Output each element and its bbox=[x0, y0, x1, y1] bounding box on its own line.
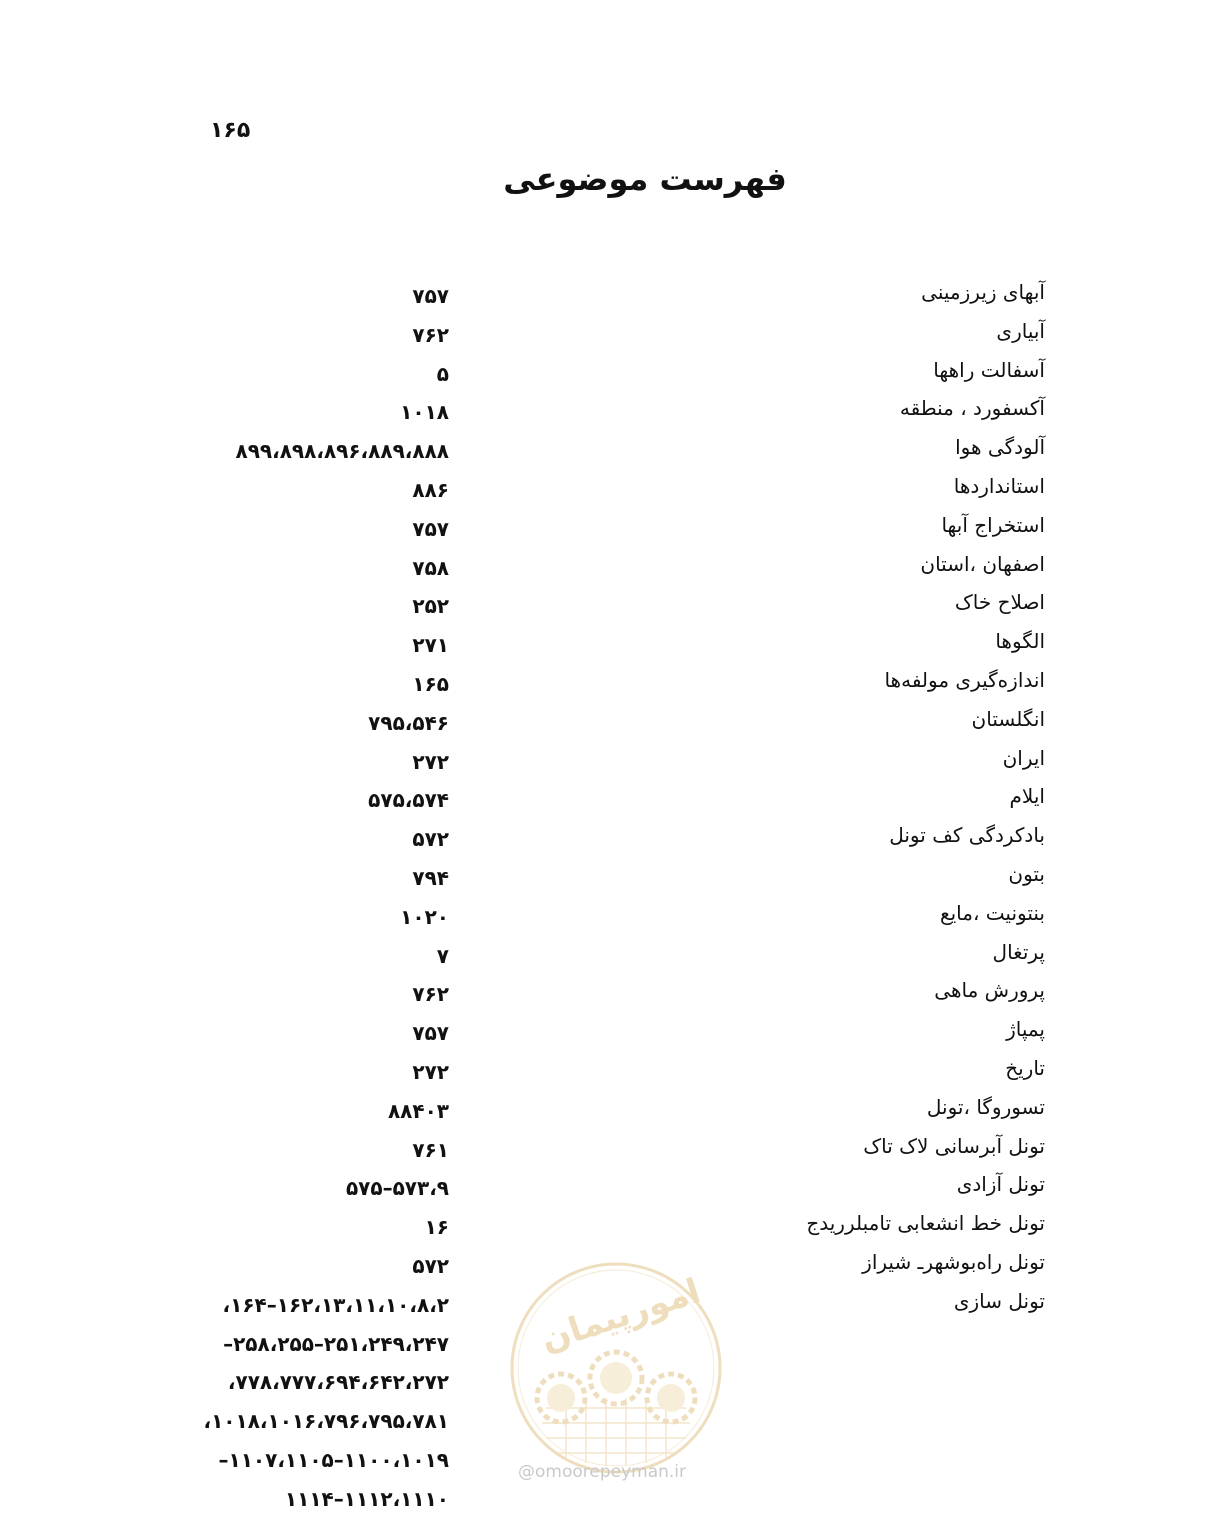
index-term: آبهای زیرزمینی bbox=[921, 280, 1045, 304]
index-page-reference: ۷۵۸ bbox=[412, 555, 449, 580]
index-term: استخراج آبها bbox=[941, 512, 1045, 537]
index-term: استانداردها bbox=[953, 473, 1045, 498]
index-page-reference: ۸۹۹،۸۹۸،۸۹۶،۸۸۹،۸۸۸ bbox=[235, 439, 449, 464]
watermark-logo bbox=[506, 1258, 726, 1478]
index-page-reference: ۲۷۱ bbox=[412, 633, 449, 658]
index-page-reference: –۲۵۸،۲۵۵–۲۵۱،۲۴۹،۲۴۷ bbox=[223, 1331, 449, 1356]
index-page-reference: ۵۷۵–۵۷۳،۹ bbox=[345, 1176, 449, 1201]
index-page-reference: ۷۶۲ bbox=[412, 322, 449, 347]
index-term: آلودگی هوا bbox=[955, 435, 1045, 460]
index-term: تاریخ bbox=[1005, 1055, 1045, 1080]
index-term: پرتغال bbox=[992, 939, 1045, 964]
index-page-reference: ۵ bbox=[436, 361, 449, 386]
index-term: ایلام bbox=[1009, 784, 1045, 809]
index-term: آکسفورد ، منطقه bbox=[899, 396, 1045, 421]
index-page-reference: ۷۵۷ bbox=[412, 1021, 449, 1046]
index-page-reference: ۷۵۷ bbox=[412, 516, 449, 541]
index-term: اصفهان ،استان bbox=[920, 551, 1045, 576]
index-term: بنتونیت ،مایع bbox=[939, 900, 1045, 925]
index-page-reference: ۷۵۷ bbox=[412, 284, 449, 308]
watermark-logo-text: امورپیمان bbox=[536, 1271, 706, 1361]
index-term: تونل آبرسانی لاک تاک bbox=[863, 1133, 1045, 1158]
index-term: تونل سازی bbox=[953, 1288, 1045, 1313]
index-term: الگوها bbox=[995, 629, 1045, 654]
index-page-reference: ۷۶۲ bbox=[412, 982, 449, 1007]
page-number: ۱۶۵ bbox=[210, 118, 251, 143]
watermark-site-text: @omoorepeyman.ir bbox=[518, 1462, 687, 1482]
index-term: اندازه‌گیری مولفه‌ها bbox=[884, 667, 1045, 692]
index-page-reference: ۵۷۵،۵۷۴ bbox=[368, 788, 449, 813]
index-term: تونل آزادی bbox=[956, 1172, 1045, 1197]
page-title: فهرست موضوعی bbox=[503, 160, 787, 198]
index-page-reference: ۱۰۱۸ bbox=[400, 400, 449, 425]
index-page-reference: ۸۸۶ bbox=[412, 477, 449, 502]
index-term: تسوروگا ،تونل bbox=[926, 1094, 1045, 1119]
index-term: بتون bbox=[1008, 861, 1045, 886]
index-page-reference: ،۷۷۸،۷۷۷،۶۹۴،۶۴۲،۲۷۲ bbox=[227, 1370, 449, 1395]
subject-index-terms bbox=[806, 277, 1045, 1325]
index-term: پمپاژ bbox=[1006, 1017, 1045, 1042]
index-page-reference: ۷۹۵،۵۴۶ bbox=[368, 710, 449, 735]
index-page-reference: ۸۸۴۰۳ bbox=[387, 1098, 449, 1123]
index-page-reference: ۲۷۲ bbox=[412, 1059, 449, 1084]
index-term: تونل خط انشعابی تامبلرریدج bbox=[806, 1211, 1045, 1236]
index-term: آبیاری bbox=[996, 318, 1045, 343]
index-term: انگلستان bbox=[971, 706, 1045, 731]
index-page-reference: ،۱۶۴–۱۶۲،۱۳،۱۱،۱۰،۸،۲ bbox=[222, 1292, 449, 1317]
index-term: آسفالت راهها bbox=[933, 357, 1045, 382]
index-page-reference: ۲۷۲ bbox=[412, 749, 449, 774]
index-term: تونل راه‌بوشهرـ شیراز bbox=[862, 1249, 1045, 1274]
index-page-reference: ۱۶۵ bbox=[412, 671, 449, 696]
watermark-site-url: omoorepeyman.ir bbox=[535, 1462, 687, 1482]
index-term: بادکردگی کف تونل bbox=[889, 823, 1045, 848]
index-page-reference: –۱۱۰۷،۱۱۰۵–۱۱۰۰،۱۰۱۹ bbox=[218, 1447, 449, 1472]
index-term: پرورش ماهی bbox=[934, 978, 1045, 1003]
index-page-reference: ۷۹۴ bbox=[412, 865, 449, 890]
index-page-reference: ۲۵۲ bbox=[412, 594, 449, 619]
index-page-reference: ،۱۰۱۸،۱۰۱۶،۷۹۶،۷۹۵،۷۸۱ bbox=[203, 1409, 449, 1434]
subject-index-page-references bbox=[203, 281, 449, 1523]
index-page-reference: ۱۰۲۰ bbox=[400, 904, 449, 929]
index-page-reference: ۱۱۱۴–۱۱۱۲،۱۱۱۰ bbox=[284, 1486, 449, 1511]
index-page-reference: ۵۷۲ bbox=[412, 1253, 449, 1278]
index-term: ایران bbox=[1002, 745, 1045, 770]
index-term: اصلاح خاک bbox=[954, 590, 1045, 615]
index-page-reference: ۷ bbox=[436, 943, 449, 968]
index-page-reference: ۷۶۱ bbox=[412, 1137, 449, 1162]
index-page-reference: ۱۶ bbox=[424, 1215, 449, 1240]
index-page-reference: ۵۷۲ bbox=[412, 827, 449, 852]
